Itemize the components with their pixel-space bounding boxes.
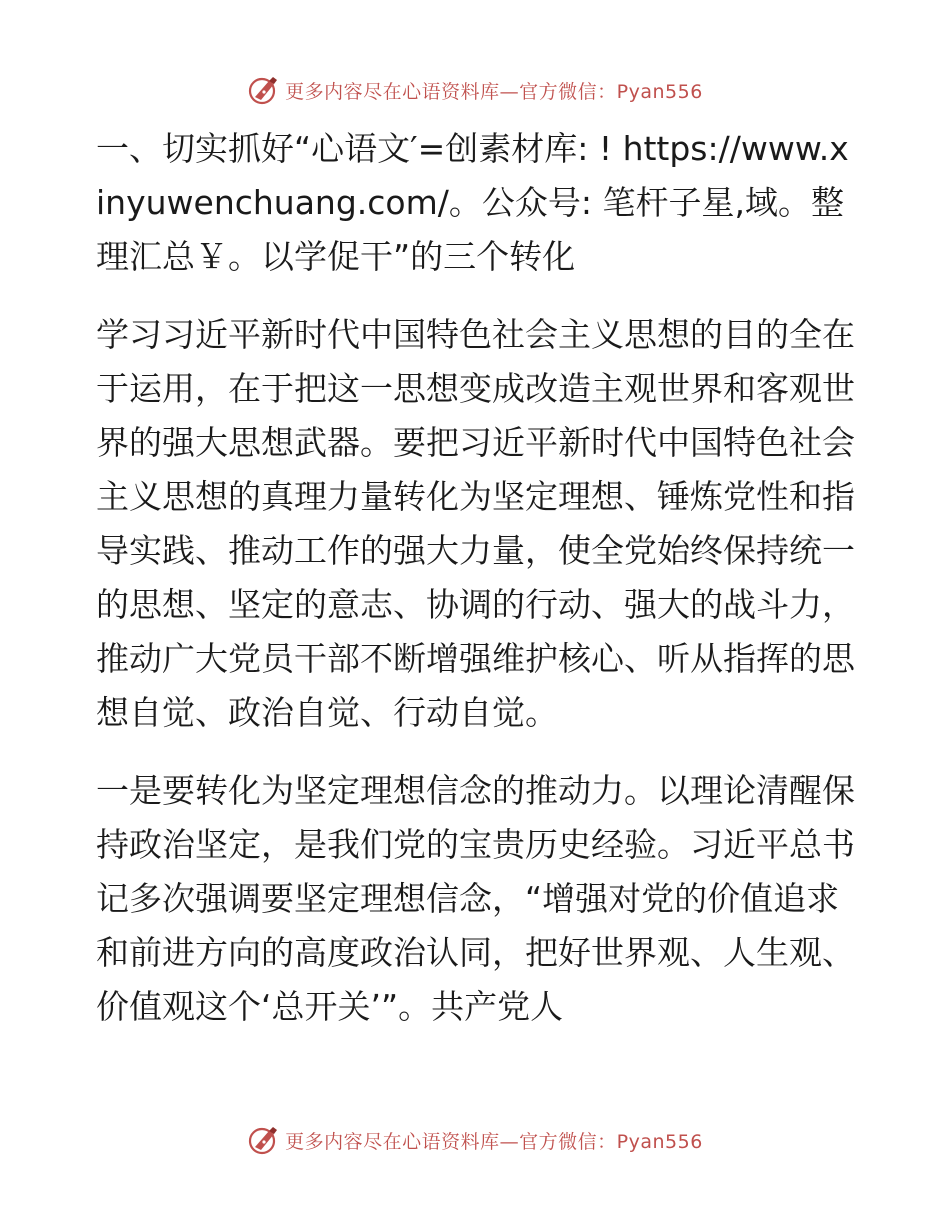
- wechat-handle: Pyan556: [616, 80, 703, 103]
- banner-text: [285, 77, 703, 104]
- footer-banner: [0, 1122, 950, 1158]
- document-body: [96, 122, 856, 1034]
- banner-label: 更多内容尽在心语资料库—官方微信：: [285, 80, 617, 103]
- header-banner: [0, 72, 950, 108]
- banner-label: 更多内容尽在心语资料库—官方微信：: [285, 1130, 617, 1153]
- pen-nib-logo-icon: [247, 1123, 281, 1157]
- banner-text: [285, 1127, 703, 1154]
- section-heading: 一、切实抓好“心语文′=创素材库: ! https://www.xinyuwenchuang.com/。公众号: 笔杆子星,域。整理汇总￥。以学促干”的三个转化: [96, 129, 849, 276]
- wechat-handle: Pyan556: [616, 1130, 703, 1153]
- pen-nib-logo-icon: [247, 73, 281, 107]
- body-paragraph: 一是要转化为坚定理想信念的推动力。以理论清醒保持政治坚定，是我们党的宝贵历史经验。习近平总书记多次强调要坚定理想信念，“增强对党的价值追求和前进方向的高度政治认同，把好世界观、人生观、价值观这个‘总开关’”。共产党人: [96, 771, 855, 1026]
- body-paragraph: 学习习近平新时代中国特色社会主义思想的目的全在于运用，在于把这一思想变成改造主观世界和客观世界的强大思想武器。要把习近平新时代中国特色社会主义思想的真理力量转化为坚定理想、锤炼党性和指导实践、推动工作的强大力量，使全党始终保持统一的思想、坚定的意志、协调的行动、强大的战斗力，推动广大党员干部不断增强维护核心、听从指挥的思想自觉、政治自觉、行动自觉。: [96, 315, 855, 732]
